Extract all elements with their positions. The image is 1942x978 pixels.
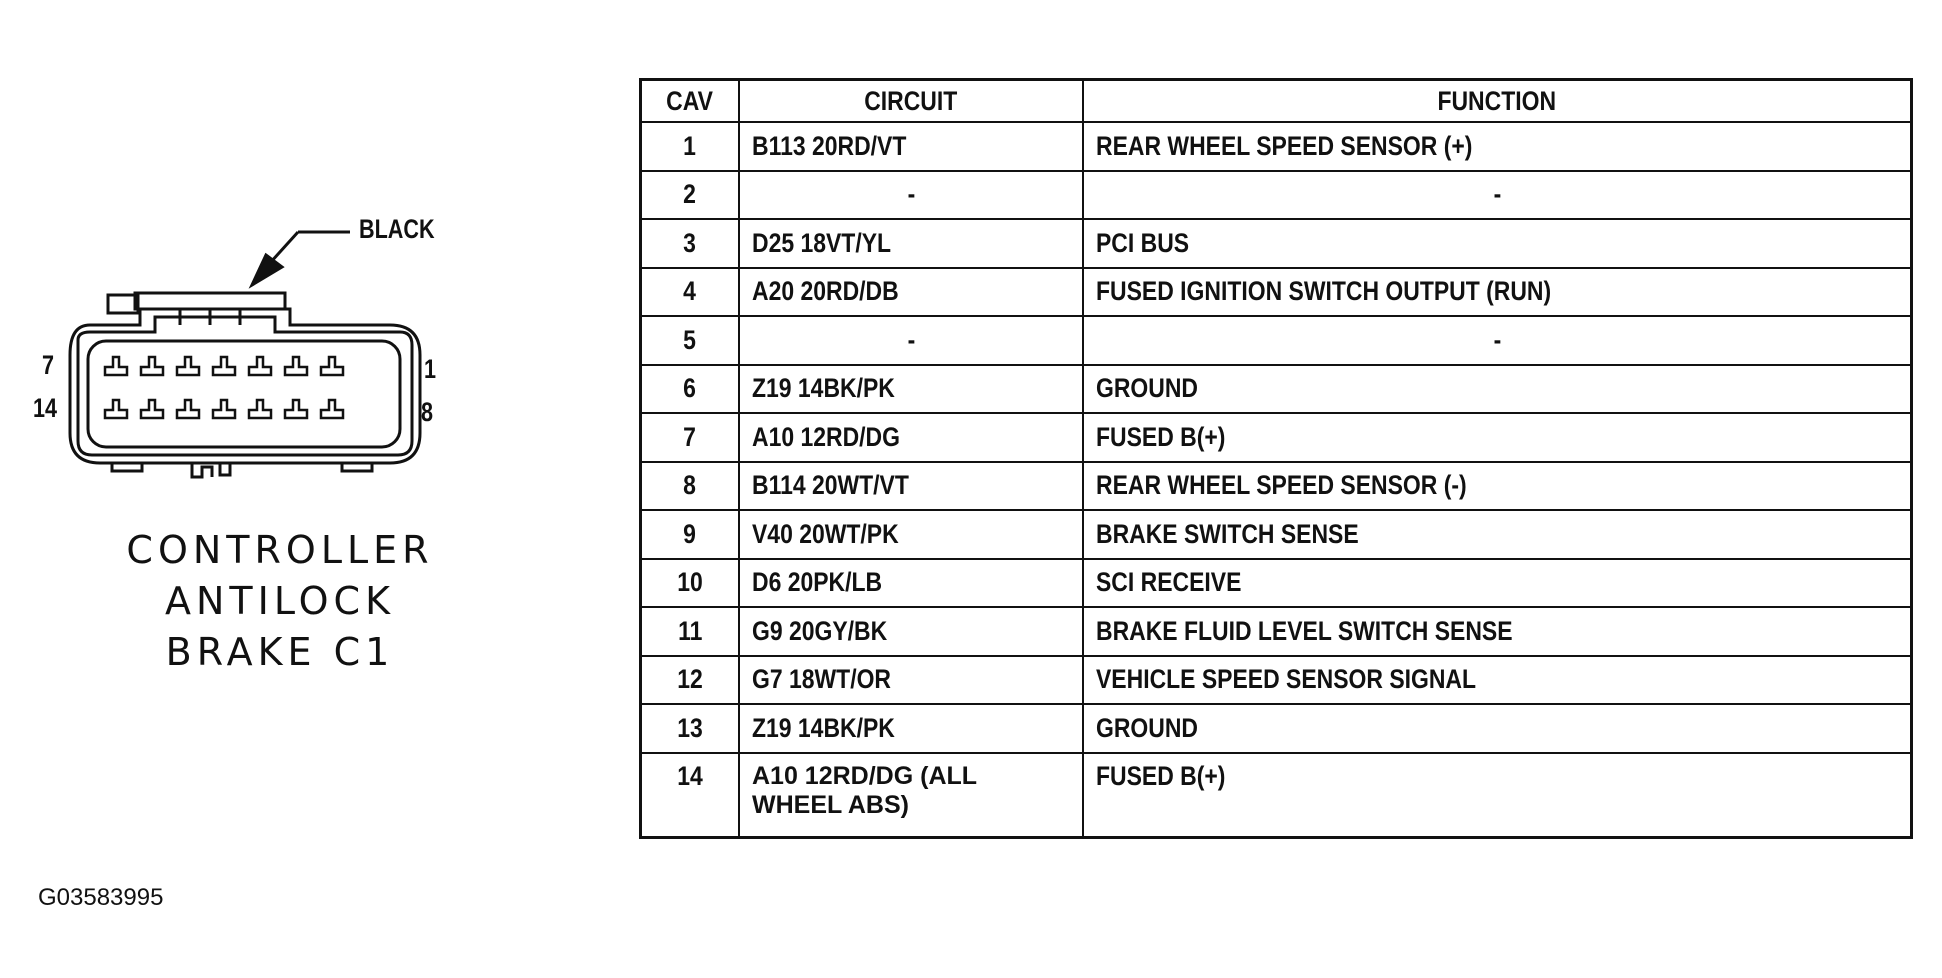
function-cell: REAR WHEEL SPEED SENSOR (+) <box>1083 122 1912 171</box>
connector-latch <box>135 293 285 309</box>
circuit-cell: G7 18WT/OR <box>739 656 1083 705</box>
function-cell: GROUND <box>1083 704 1912 753</box>
function-cell: SCI RECEIVE <box>1083 559 1912 608</box>
cav-cell: 11 <box>641 607 740 656</box>
pin-label-bottom-right: 8 <box>421 397 434 427</box>
cav-cell: 4 <box>641 268 740 317</box>
cavity-row-bottom <box>105 400 343 418</box>
cav-cell: 14 <box>641 753 740 838</box>
cav-cell: 13 <box>641 704 740 753</box>
cavity-row-top <box>105 357 343 375</box>
cav-cell: 2 <box>641 171 740 220</box>
table-row <box>641 753 1912 838</box>
table-row <box>641 171 1912 220</box>
cav-cell: 12 <box>641 656 740 705</box>
caption-line: ANTILOCK <box>164 579 396 623</box>
function-cell: REAR WHEEL SPEED SENSOR (-) <box>1083 462 1912 511</box>
circuit-cell: A10 12RD/DG (ALL WHEEL ABS) <box>739 753 1083 838</box>
header-circuit: CIRCUIT <box>739 80 1083 123</box>
table-row <box>641 365 1912 414</box>
function-cell: FUSED B(+) <box>1083 413 1912 462</box>
table-row <box>641 413 1912 462</box>
header-cav: CAV <box>641 80 740 123</box>
table-row <box>641 316 1912 365</box>
caption-line: BRAKE C1 <box>165 630 395 674</box>
circuit-cell: - <box>739 316 1083 365</box>
circuit-cell: Z19 14BK/PK <box>739 704 1083 753</box>
cav-cell: 9 <box>641 510 740 559</box>
table-row <box>641 268 1912 317</box>
cav-cell: 1 <box>641 122 740 171</box>
table-row <box>641 704 1912 753</box>
connector-diagram <box>30 205 450 495</box>
table-row <box>641 656 1912 705</box>
function-cell: FUSED B(+) <box>1083 753 1912 838</box>
table-header-row <box>641 80 1912 123</box>
table-row <box>641 559 1912 608</box>
cav-cell: 5 <box>641 316 740 365</box>
cav-cell: 7 <box>641 413 740 462</box>
caption-line: CONTROLLER <box>126 528 434 572</box>
circuit-cell: Z19 14BK/PK <box>739 365 1083 414</box>
table-row <box>641 510 1912 559</box>
circuit-cell: A10 12RD/DG <box>739 413 1083 462</box>
function-cell: VEHICLE SPEED SENSOR SIGNAL <box>1083 656 1912 705</box>
function-cell: GROUND <box>1083 365 1912 414</box>
function-cell: BRAKE FLUID LEVEL SWITCH SENSE <box>1083 607 1912 656</box>
connector-face <box>88 341 400 447</box>
function-cell: FUSED IGNITION SWITCH OUTPUT (RUN) <box>1083 268 1912 317</box>
connector-color-label: BLACK <box>359 214 435 244</box>
circuit-cell: B114 20WT/VT <box>739 462 1083 511</box>
function-cell: - <box>1083 171 1912 220</box>
black-leader-arrowhead <box>252 255 282 285</box>
pin-label-top-right: 1 <box>424 354 437 384</box>
table-row <box>641 462 1912 511</box>
cav-cell: 3 <box>641 219 740 268</box>
circuit-cell: B113 20RD/VT <box>739 122 1083 171</box>
table-row <box>641 607 1912 656</box>
pin-label-bottom-left: 14 <box>33 393 58 423</box>
table-row <box>641 219 1912 268</box>
cav-cell: 6 <box>641 365 740 414</box>
function-cell: - <box>1083 316 1912 365</box>
function-cell: BRAKE SWITCH SENSE <box>1083 510 1912 559</box>
figure-id: G03583995 <box>38 884 164 911</box>
cav-cell: 8 <box>641 462 740 511</box>
table-row <box>641 122 1912 171</box>
circuit-cell: A20 20RD/DB <box>739 268 1083 317</box>
pin-label-top-left: 7 <box>42 350 55 380</box>
circuit-cell: D6 20PK/LB <box>739 559 1083 608</box>
circuit-cell: - <box>739 171 1083 220</box>
circuit-cell: G9 20GY/BK <box>739 607 1083 656</box>
header-function: FUNCTION <box>1083 80 1912 123</box>
function-cell: PCI BUS <box>1083 219 1912 268</box>
pinout-table <box>639 78 1913 839</box>
circuit-cell: D25 18VT/YL <box>739 219 1083 268</box>
connector-caption <box>80 525 480 678</box>
terminal-cavities <box>105 357 343 418</box>
cav-cell: 10 <box>641 559 740 608</box>
circuit-cell: V40 20WT/PK <box>739 510 1083 559</box>
